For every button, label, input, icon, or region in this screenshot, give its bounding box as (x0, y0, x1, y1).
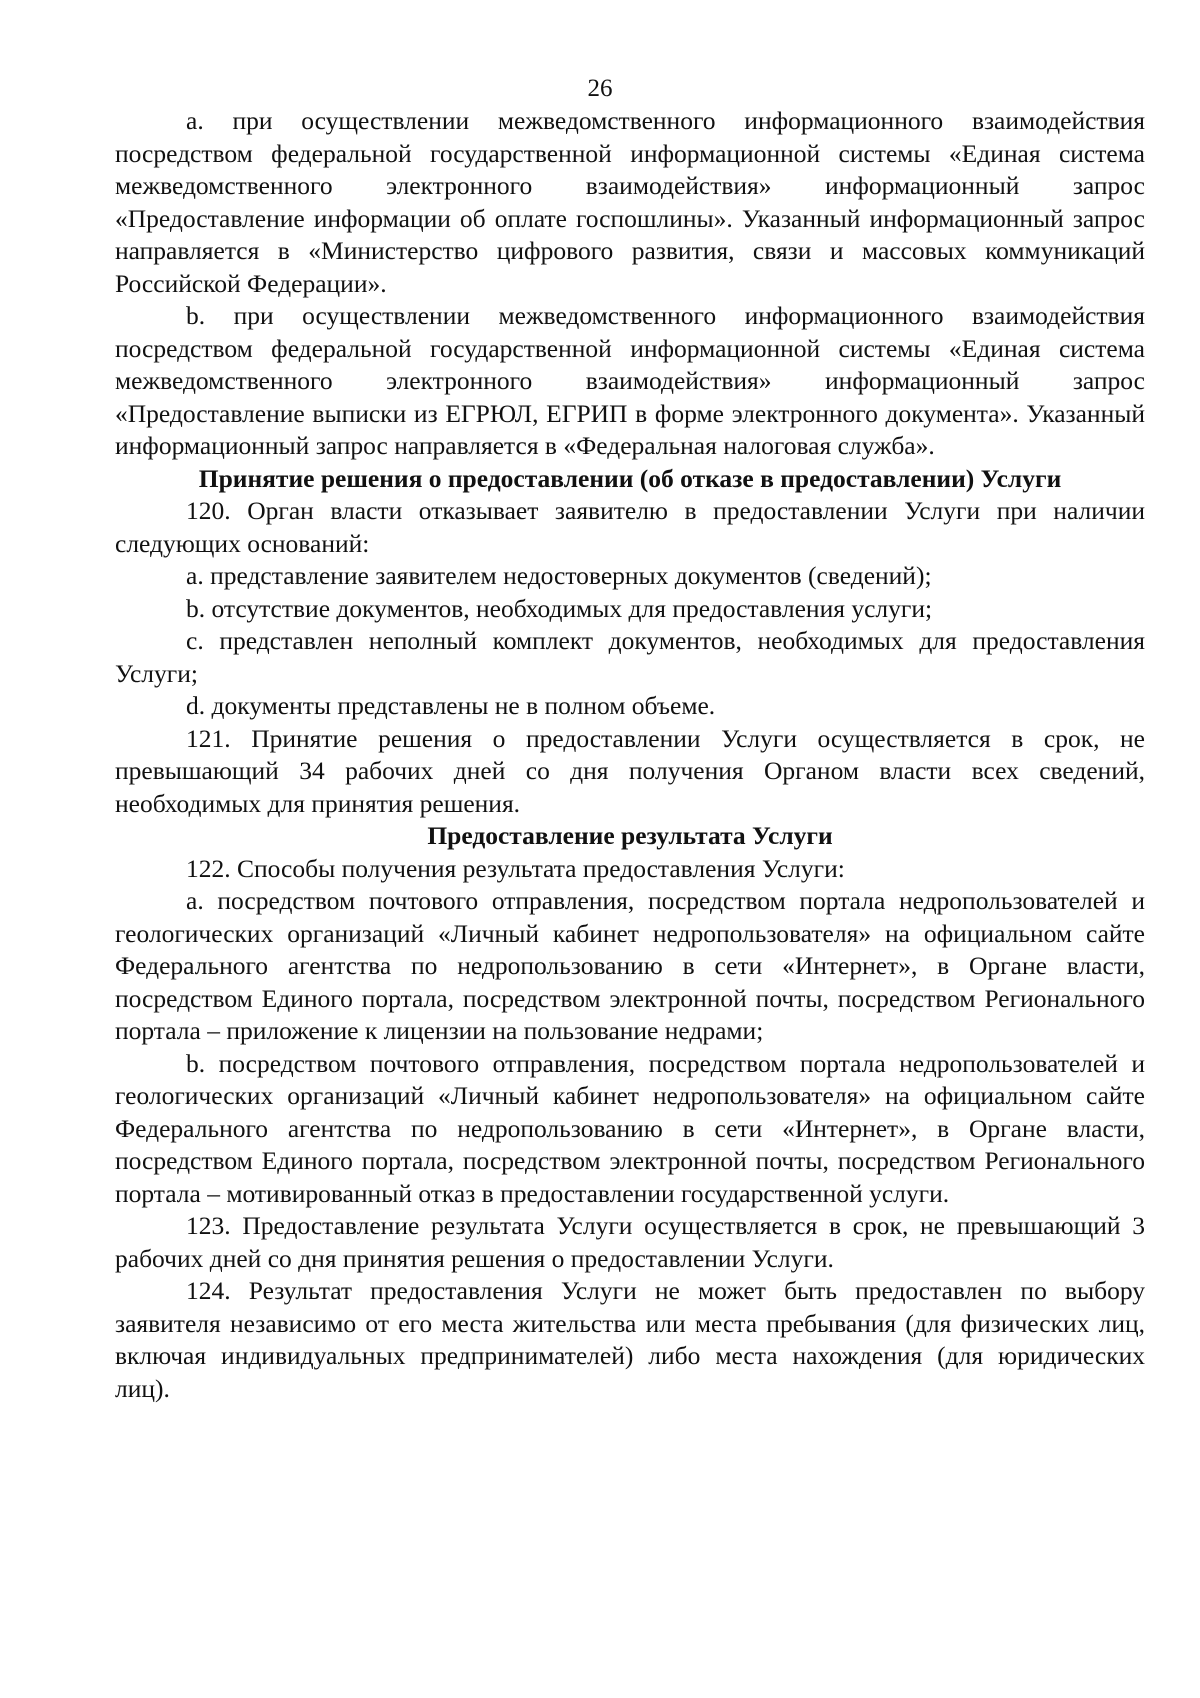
section-heading-decision: Принятие решения о предоставлении (об отказе в предоставлении) Услуги (198, 463, 1062, 493)
paragraph-121: 121. Принятие решения о предоставлении Услуги осуществляется в срок, не превышающий 34 рабочих дней со дня получения Органом власти всех сведений, необходимых для принятия решения. (115, 723, 1145, 818)
page-number: 26 (587, 75, 613, 102)
list-item-122-b: b. посредством почтового отправления, посредством портала недропользователей и геологических организаций «Личный кабинет недропользователя» на официальном сайте Федерального агентства по недропользованию в сети «Интернет», в Органе власти, посредством Единого портала, посредством электронной почты, посредством Регионального портала – мотивированный отказ в предоставлении государственной услуги. (115, 1048, 1145, 1208)
document-body (115, 105, 1145, 1405)
paragraph-a-fee-request: a. при осуществлении межведомственного информационного взаимодействия посредством федеральной государственной информационной системы «Единая система межведомственного электронного взаимодействия» информационный запрос «Предоставление информации об оплате госпошлины». Указанный информационный запрос направляется в «Министерство цифрового развития, связи и массовых коммуникаций Российской Федерации». (115, 106, 1145, 298)
paragraph-b-egrul-request: b. при осуществлении межведомственного информационного взаимодействия посредством федеральной государственной информационной системы «Единая система межведомственного электронного взаимодействия» информационный запрос «Предоставление выписки из ЕГРЮЛ, ЕГРИП в форме электронного документа». Указанный информационный запрос направляется в «Федеральная налоговая служба». (115, 301, 1145, 460)
list-item-120-b: b. отсутствие документов, необходимых для предоставления услуги; (186, 593, 933, 623)
paragraph-124: 124. Результат предоставления Услуги не может быть предоставлен по выбору заявителя независимо от его места жительства или места пребывания (для физических лиц, включая индивидуальных предпринимателей) либо места нахождения (для юридических лиц). (115, 1276, 1145, 1403)
section-heading-result: Предоставление результата Услуги (427, 821, 833, 850)
paragraph-123: 123. Предоставление результата Услуги осуществляется в срок, не превышающий 3 рабочих дней со дня принятия решения о предоставлении Услуги. (115, 1211, 1145, 1273)
list-item-120-a: a. представление заявителем недостоверных документов (сведений); (186, 561, 932, 590)
list-item-120-d: d. документы представлены не в полном объеме. (186, 691, 716, 720)
list-item-122-a: a. посредством почтового отправления, посредством портала недропользователей и геологических организаций «Личный кабинет недропользователя» на официальном сайте Федерального агентства по недропользованию в сети «Интернет», в Органе власти, посредством Единого портала, посредством электронной почты, посредством Регионального портала – приложение к лицензии на пользование недрами; (115, 886, 1145, 1045)
paragraph-122: 122. Способы получения результата предоставления Услуги: (186, 853, 845, 883)
paragraph-120: 120. Орган власти отказывает заявителю в предоставлении Услуги при наличии следующих оснований: (115, 496, 1145, 558)
list-item-120-c: c. представлен неполный комплект документов, необходимых для предоставления Услуги; (115, 626, 1145, 688)
